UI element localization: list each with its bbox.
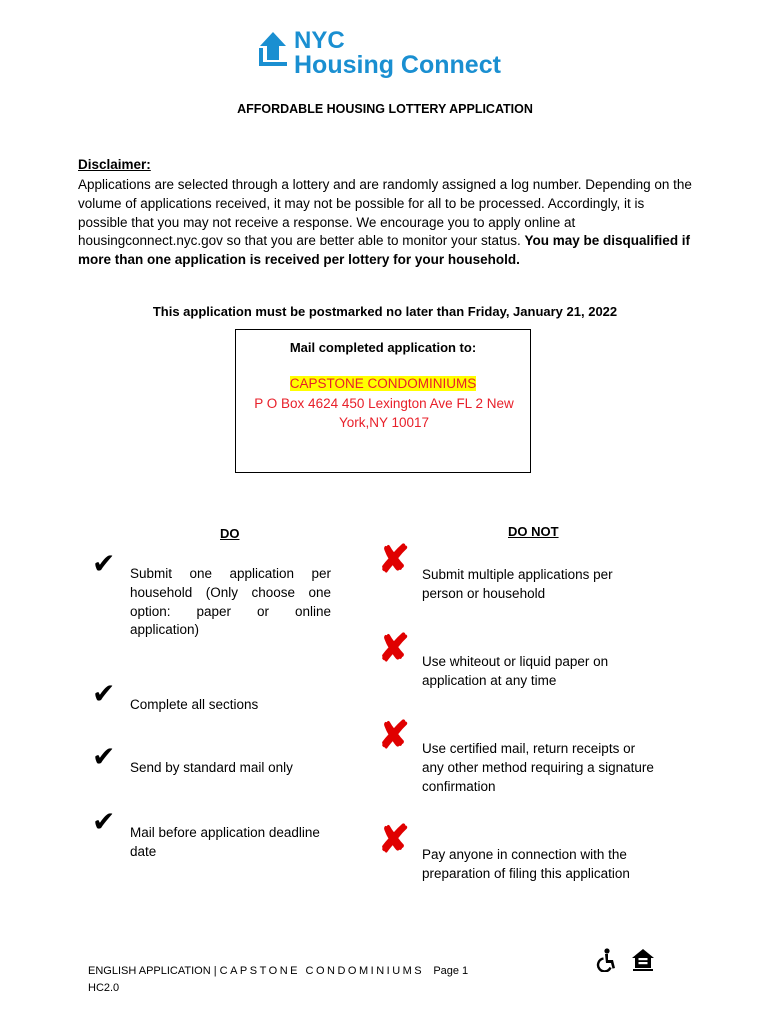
do-item: Complete all sections — [130, 697, 259, 712]
logo-housing-connect-text: Housing Connect — [294, 51, 501, 79]
checkmark-icon: ✔ — [92, 678, 116, 709]
do-not-item: Use whiteout or liquid paper on application at any time — [422, 654, 609, 688]
page-title: AFFORDABLE HOUSING LOTTERY APPLICATION — [237, 102, 533, 116]
do-not-item: Use certified mail, return receipts or any other method requiring a signature confirmation — [422, 741, 654, 794]
do-not-item: Pay anyone in connection with the preparation of filing this application — [422, 847, 630, 881]
page-footer — [88, 963, 468, 997]
disclaimer-warning: You may be disqualified if more than one application is received per lottery for your household. — [78, 233, 691, 268]
do-item: Send by standard mail only — [130, 760, 293, 775]
mail-recipient-name: CAPSTONE CONDOMINIUMS — [289, 376, 477, 391]
accessibility-icon — [595, 948, 617, 972]
mail-heading: Mail completed application to: — [289, 340, 477, 355]
mail-address: P O Box 4624 450 Lexington Ave FL 2 New York,NY 10017 — [254, 396, 514, 430]
disclaimer-body — [78, 176, 693, 270]
compliance-icons — [595, 948, 655, 972]
do-not-item: Submit multiple applications per person or household — [422, 567, 613, 601]
do-heading: DO — [220, 526, 240, 541]
cross-icon: ✘ — [378, 539, 410, 581]
equal-housing-opportunity-icon — [631, 948, 655, 972]
cross-icon: ✘ — [378, 819, 410, 861]
footer-property: CAPSTONE CONDOMINIUMS — [219, 965, 425, 977]
nyc-housing-connect-logo — [258, 27, 518, 80]
cross-icon: ✘ — [378, 628, 410, 670]
checkmark-icon: ✔ — [92, 806, 116, 837]
do-item: Submit one application per household (Only choose one option: paper or online application) — [130, 566, 331, 638]
footer-language: ENGLISH APPLICATION | — [88, 965, 217, 977]
do-not-heading: DO NOT — [508, 524, 559, 539]
checkmark-icon: ✔ — [92, 548, 116, 579]
disclaimer-text: Applications are selected through a lottery and are randomly assigned a log number. Depending on the volume of applications received, it may not be possible for all to be processed. Accordingly, it is possible that you may not receive a response. We encourage you to apply online at housingconnect.nyc.gov so that you are better able to monitor your status. — [78, 177, 692, 249]
postmark-deadline: This application must be postmarked no later than Friday, January 21, 2022 — [152, 304, 618, 319]
logo-nyc-text: NYC — [294, 27, 345, 54]
mailing-address-box — [235, 329, 531, 473]
checkmark-icon: ✔ — [92, 741, 116, 772]
footer-page: Page 1 — [433, 965, 469, 977]
do-item: Mail before application deadline date — [130, 825, 320, 859]
disclaimer-heading: Disclaimer: — [78, 157, 151, 172]
cross-icon: ✘ — [378, 715, 410, 757]
house-icon — [258, 30, 288, 74]
footer-version: HC2.0 — [88, 982, 120, 994]
